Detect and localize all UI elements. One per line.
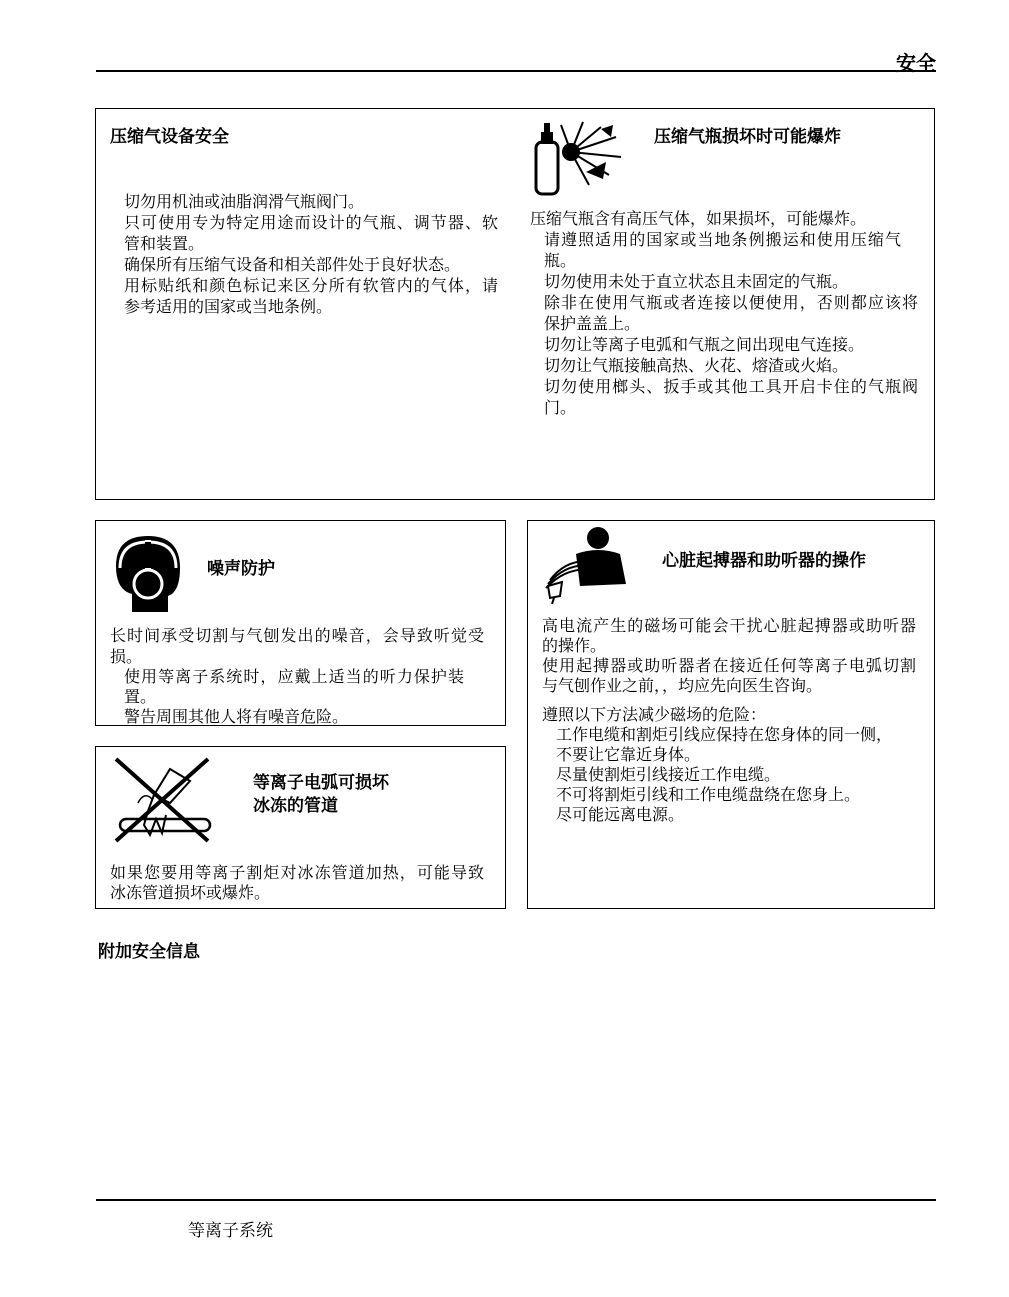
hearing-protection-icon — [112, 532, 184, 614]
pacemaker-line: 工作电缆和割炬引线应保持在您身体的同一侧， — [556, 725, 893, 744]
compressed-gas-line: 用标贴纸和颜色标记来区分所有软管内的气体，请 — [124, 276, 498, 295]
cylinder-line: 切勿使用未处于直立状态且未固定的气瓶。 — [544, 272, 849, 291]
cylinder-line: 切勿让等离子电弧和气瓶之间出现电气连接。 — [544, 335, 865, 354]
pacemaker-line: 遵照以下方法减少磁场的危险： — [542, 705, 767, 724]
header-rule — [96, 70, 936, 72]
noise-line: 长时间承受切割与气刨发出的噪音，会导致听觉受 — [110, 626, 484, 645]
frozen-pipe-heading: 冰冻的管道 — [253, 796, 338, 816]
cylinder-line: 请遵照适用的国家或当地条例搬运和使用压缩气 — [544, 230, 901, 249]
frozen-pipe-heading: 等离子电弧可损坏 — [253, 773, 389, 793]
compressed-gas-line: 参考适用的国家或当地条例。 — [124, 297, 333, 316]
pacemaker-line: 与气刨作业之前，，均应先向医生咨询。 — [542, 676, 823, 695]
section-title: 安全 — [896, 51, 936, 75]
compressed-gas-line: 管和装置。 — [124, 234, 205, 253]
cylinder-heading: 压缩气瓶损坏时可能爆炸 — [654, 127, 841, 147]
additional-safety-heading: 附加安全信息 — [98, 942, 200, 962]
compressed-gas-line: 只可使用专为特定用途而设计的气瓶、调节器、软 — [124, 213, 498, 232]
pacemaker-heading: 心脏起搏器和助听器的操作 — [662, 551, 866, 571]
cylinder-line: 切勿让气瓶接触高热、火花、熔渣或火焰。 — [544, 356, 849, 375]
pacemaker-line: 使用起搏器或助听器者在接近任何等离子电弧切割 — [542, 656, 916, 675]
compressed-gas-line: 确保所有压缩气设备和相关部件处于良好状态。 — [124, 255, 461, 274]
compressed-gas-line: 切勿用机油或油脂润滑气瓶阀门。 — [124, 192, 365, 211]
frozen-pipe-line: 如果您要用等离子割炬对冰冻管道加热，可能导致 — [110, 863, 484, 882]
frozen-pipe-line: 冰冻管道损坏或爆炸。 — [110, 883, 271, 902]
frozen-pipe-icon — [110, 755, 214, 845]
cylinder-line: 门。 — [544, 398, 577, 417]
noise-line: 损。 — [110, 647, 143, 666]
cylinder-line: 瓶。 — [544, 251, 577, 270]
pacemaker-line: 尽可能远离电源。 — [556, 805, 685, 824]
footer-rule — [96, 1199, 936, 1201]
cylinder-intro: 压缩气瓶含有高压气体，如果损坏，可能爆炸。 — [530, 209, 867, 228]
cylinder-line: 保护盖盖上。 — [544, 314, 641, 333]
pacemaker-line: 的操作。 — [542, 636, 607, 655]
pacemaker-icon — [540, 524, 632, 604]
noise-line: 警告周围其他人将有噪音危险。 — [124, 707, 349, 726]
compressed-gas-heading: 压缩气设备安全 — [110, 127, 229, 147]
gas-cylinder-explosion-icon — [531, 117, 631, 197]
noise-heading: 噪声防护 — [207, 559, 275, 579]
pacemaker-line: 尽量使割炬引线接近工作电缆。 — [556, 765, 781, 784]
pacemaker-line: 不要让它靠近身体。 — [556, 745, 701, 764]
pacemaker-line: 高电流产生的磁场可能会干扰心脏起搏器或助听器 — [542, 616, 916, 635]
noise-line: 使用等离子系统时，应戴上适当的听力保护装 — [124, 667, 464, 686]
cylinder-line: 除非在使用气瓶或者连接以便使用，否则都应该将 — [544, 293, 918, 312]
noise-line: 置。 — [124, 687, 157, 706]
footer-product: 等离子系统 — [188, 1221, 273, 1241]
cylinder-line: 切勿使用榔头、扳手或其他工具开启卡住的气瓶阀 — [544, 377, 918, 396]
pacemaker-line: 不可将割炬引线和工作电缆盘绕在您身上。 — [556, 785, 861, 804]
